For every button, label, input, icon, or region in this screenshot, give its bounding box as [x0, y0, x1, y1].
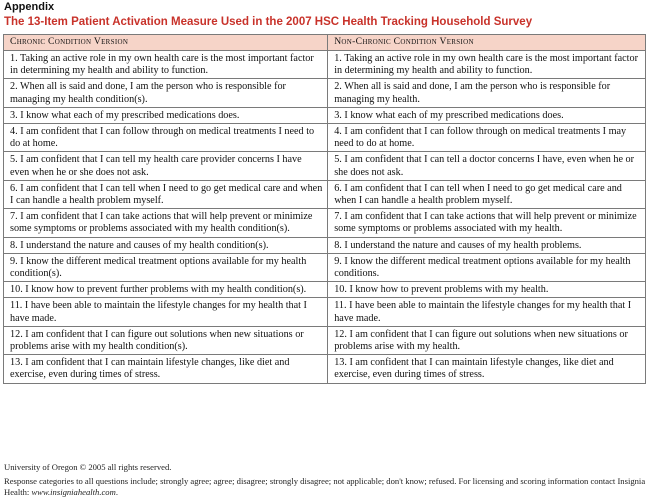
non-chronic-item-cell: 8. I understand the nature and causes of my health problems.: [328, 237, 646, 253]
chronic-item-cell: 13. I am confident that I can maintain lifestyle changes, like diet and exercise, even during times of stress.: [4, 355, 328, 383]
chronic-item-cell: 12. I am confident that I can figure out solutions when new situations or problems arise with my health condition(s).: [4, 326, 328, 354]
non-chronic-item-cell: 2. When all is said and done, I am the person who is responsible for managing my health.: [328, 79, 646, 107]
non-chronic-item-cell: 1. Taking an active role in my own health care is the most important factor in determining my health and ability to function.: [328, 51, 646, 79]
table-row: [4, 51, 646, 79]
chronic-item-cell: 1. Taking an active role in my own health care is the most important factor in determining my health and ability to function.: [4, 51, 328, 79]
page-title: The 13-Item Patient Activation Measure Used in the 2007 HSC Health Tracking Household Survey: [4, 16, 533, 28]
non-chronic-item-cell: 3. I know what each of my prescribed medications does.: [328, 107, 646, 123]
appendix-label: Appendix: [4, 1, 55, 13]
response-note: [4, 476, 646, 498]
copyright-note: University of Oregon © 2005 all rights reserved.: [4, 462, 172, 472]
chronic-item-cell: 7. I am confident that I can take actions that will help prevent or minimize some symptoms or problems associated with my health condition(s).: [4, 209, 328, 237]
pam-table: [3, 34, 646, 384]
table-row: [4, 209, 646, 237]
chronic-item-cell: 5. I am confident that I can tell my health care provider concerns I have even when he or she does not ask.: [4, 152, 328, 180]
chronic-item-cell: 3. I know what each of my prescribed medications does.: [4, 107, 328, 123]
table-row: [4, 124, 646, 152]
insignia-link[interactable]: www.insigniahealth.com: [31, 487, 116, 497]
chronic-item-cell: 11. I have been able to maintain the lifestyle changes for my health that I have made.: [4, 298, 328, 326]
chronic-item-cell: 9. I know the different medical treatment options available for my health condition(s).: [4, 253, 328, 281]
non-chronic-item-cell: 7. I am confident that I can take actions that will help prevent or minimize some symptoms or problems associated with my health.: [328, 209, 646, 237]
non-chronic-item-cell: 5. I am confident that I can tell a doctor concerns I have, even when he or she does not ask.: [328, 152, 646, 180]
non-chronic-item-cell: 13. I am confident that I can maintain lifestyle changes, like diet and exercise, even during times of stress.: [328, 355, 646, 383]
table-row: [4, 282, 646, 298]
table-row: [4, 326, 646, 354]
response-text: Response categories to all questions include; strongly agree; agree; disagree; strongly disagree; not applicable; don't know; refused. For licensing and scoring information contact Insignia Health:: [4, 476, 646, 497]
chronic-item-cell: 2. When all is said and done, I am the person who is responsible for managing my health condition(s).: [4, 79, 328, 107]
non-chronic-item-cell: 10. I know how to prevent problems with my health.: [328, 282, 646, 298]
table-row: [4, 152, 646, 180]
chronic-item-cell: 4. I am confident that I can follow through on medical treatments I need to do at home.: [4, 124, 328, 152]
table-row: [4, 253, 646, 281]
table-body: [4, 51, 646, 384]
url-suffix: .: [115, 487, 118, 497]
table-row: [4, 298, 646, 326]
table-row: [4, 180, 646, 208]
column-header-chronic: Chronic Condition Version: [4, 35, 328, 51]
table-row: [4, 107, 646, 123]
chronic-item-cell: 8. I understand the nature and causes of my health condition(s).: [4, 237, 328, 253]
non-chronic-item-cell: 9. I know the different medical treatment options available for my health conditions.: [328, 253, 646, 281]
table-header-row: [4, 35, 646, 51]
chronic-item-cell: 6. I am confident that I can tell when I need to go get medical care and when I can handle a health problem myself.: [4, 180, 328, 208]
non-chronic-item-cell: 4. I am confident that I can follow through on medical treatments I may need to do at home.: [328, 124, 646, 152]
table-row: [4, 355, 646, 383]
non-chronic-item-cell: 12. I am confident that I can figure out solutions when new situations or problems arise with my health.: [328, 326, 646, 354]
chronic-item-cell: 10. I know how to prevent further problems with my health condition(s).: [4, 282, 328, 298]
non-chronic-item-cell: 11. I have been able to maintain the lifestyle changes for my health that I have made.: [328, 298, 646, 326]
table-row: [4, 237, 646, 253]
column-header-non-chronic: Non-Chronic Condition Version: [328, 35, 646, 51]
non-chronic-item-cell: 6. I am confident that I can tell when I need to go get medical care and when I can handle a health problem myself.: [328, 180, 646, 208]
table-row: [4, 79, 646, 107]
